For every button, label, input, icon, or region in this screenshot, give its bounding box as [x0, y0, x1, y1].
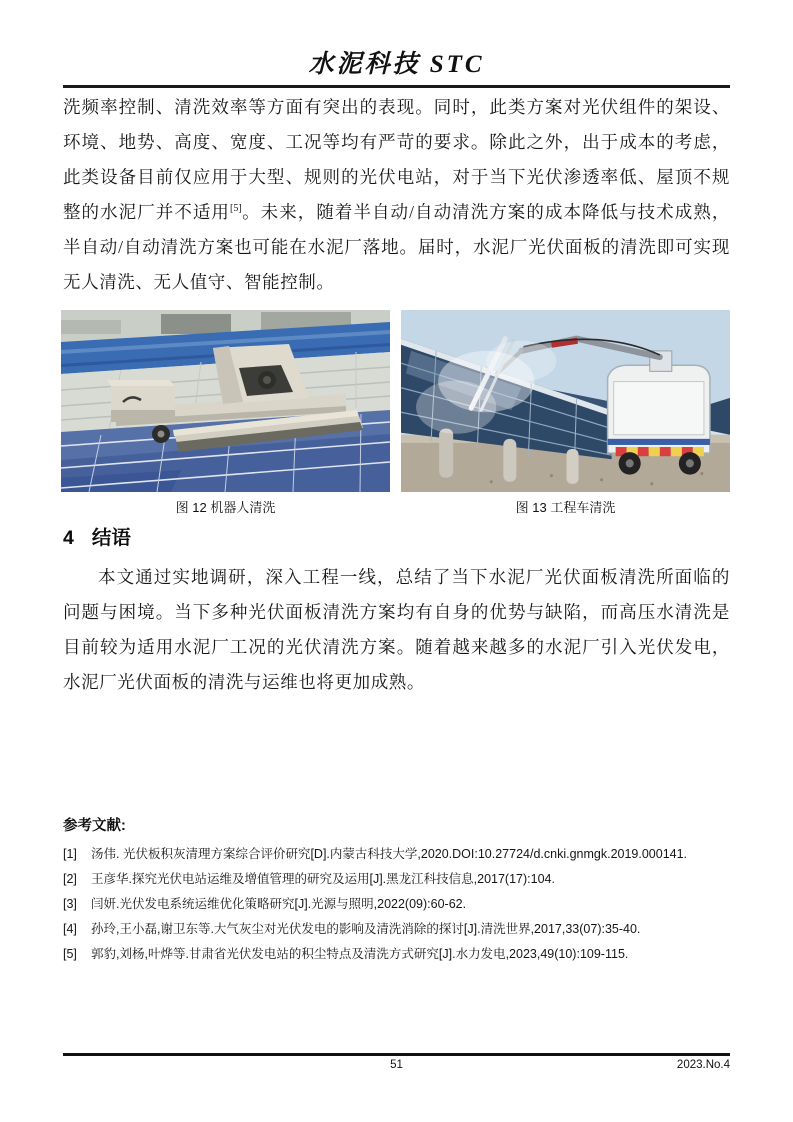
citation-superscript: [5]: [230, 203, 242, 215]
reference-text: 闫妍.光伏发电系统运维优化策略研究[J].光源与照明,2022(09):60-62.: [91, 897, 467, 911]
paragraph-text: 。未来，随着半自动/自动清洗方案的成本降低与技术成熟，半自动/自动清洗方案也可能在水泥厂落地。届时，水泥厂光伏面板的清洗即可实现无人清洗、无人值守、智能控制。: [63, 202, 731, 292]
reference-item: [63, 947, 743, 961]
figure-robot-cleaning: [61, 310, 390, 516]
conclusion-paragraph: 本文通过实地调研，深入工程一线，总结了当下水泥厂光伏面板清洗所面临的问题与困境。当下多种光伏面板清洗方案均有自身的优势与缺陷，而高压水清洗是目前较为适用水泥厂工况的光伏清洗方案。随着越来越多的水泥厂引入光伏发电，水泥厂光伏面板的清洗与运维也将更加成熟。: [63, 567, 730, 692]
issue-number: 2023.No.4: [676, 1059, 730, 1071]
reference-item: [63, 897, 743, 911]
figure-caption-12: 图 12 机器人清洗: [175, 500, 276, 515]
figure-caption-13: 图 13 工程车清洗: [515, 500, 616, 515]
reference-label: [4]: [63, 922, 77, 936]
robot-cleaning-illustration: [61, 310, 390, 492]
section-title: 结语: [91, 527, 131, 549]
reference-item: [63, 872, 743, 886]
figures-row: [61, 310, 730, 516]
reference-text: 王彦华.探究光伏电站运维及增值管理的研究及运用[J].黑龙江科技信息,2017(17):104.: [91, 872, 555, 886]
truck-cleaning-illustration: [401, 310, 730, 492]
journal-title: 水泥科技 STC: [308, 51, 485, 78]
robot-cleaning-photo: [61, 310, 390, 492]
paragraph-continuation: [63, 90, 730, 300]
references-section: [63, 814, 743, 972]
section-number: 4: [63, 527, 74, 549]
paragraph-text: 洗频率控制、清洗效率等方面有突出的表现。同时，此类方案对光伏组件的架设、环境、地势、高度、宽度、工况等均有严苛的要求。除此之外，出于成本的考虑，此类设备目前仅应用于大型、规则的光伏电站，对于当下光伏渗透率低、屋顶不规整的水泥厂并不适用: [63, 97, 730, 222]
reference-label: [3]: [63, 897, 77, 911]
figure-truck-cleaning: [401, 310, 730, 516]
footer-rule: [63, 1053, 730, 1056]
reference-label: [2]: [63, 872, 77, 886]
references-heading: 参考文献:: [63, 818, 126, 834]
reference-item: [63, 847, 743, 861]
reference-text: 郭豹,刘杨,叶烨等.甘肃省光伏发电站的积尘特点及清洗方式研究[J].水力发电,2023,49(10):109-115.: [91, 947, 629, 961]
section-heading-conclusion: [63, 522, 131, 550]
truck-cleaning-photo: [401, 310, 730, 492]
page-number: 51: [390, 1059, 403, 1071]
reference-label: [5]: [63, 947, 77, 961]
reference-text: 孙玲,王小磊,谢卫东等.大气灰尘对光伏发电的影响及清洗消除的探讨[J].清洗世界,2017,33(07):35-40.: [91, 922, 641, 936]
page-footer: [63, 1059, 730, 1075]
reference-label: [1]: [63, 847, 77, 861]
reference-text: 汤伟. 光伏板积灰清理方案综合评价研究[D].内蒙古科技大学,2020.DOI:10.27724/d.cnki.gnmgk.2019.000141.: [91, 847, 688, 861]
header-rule: [63, 85, 730, 88]
reference-item: [63, 922, 743, 936]
